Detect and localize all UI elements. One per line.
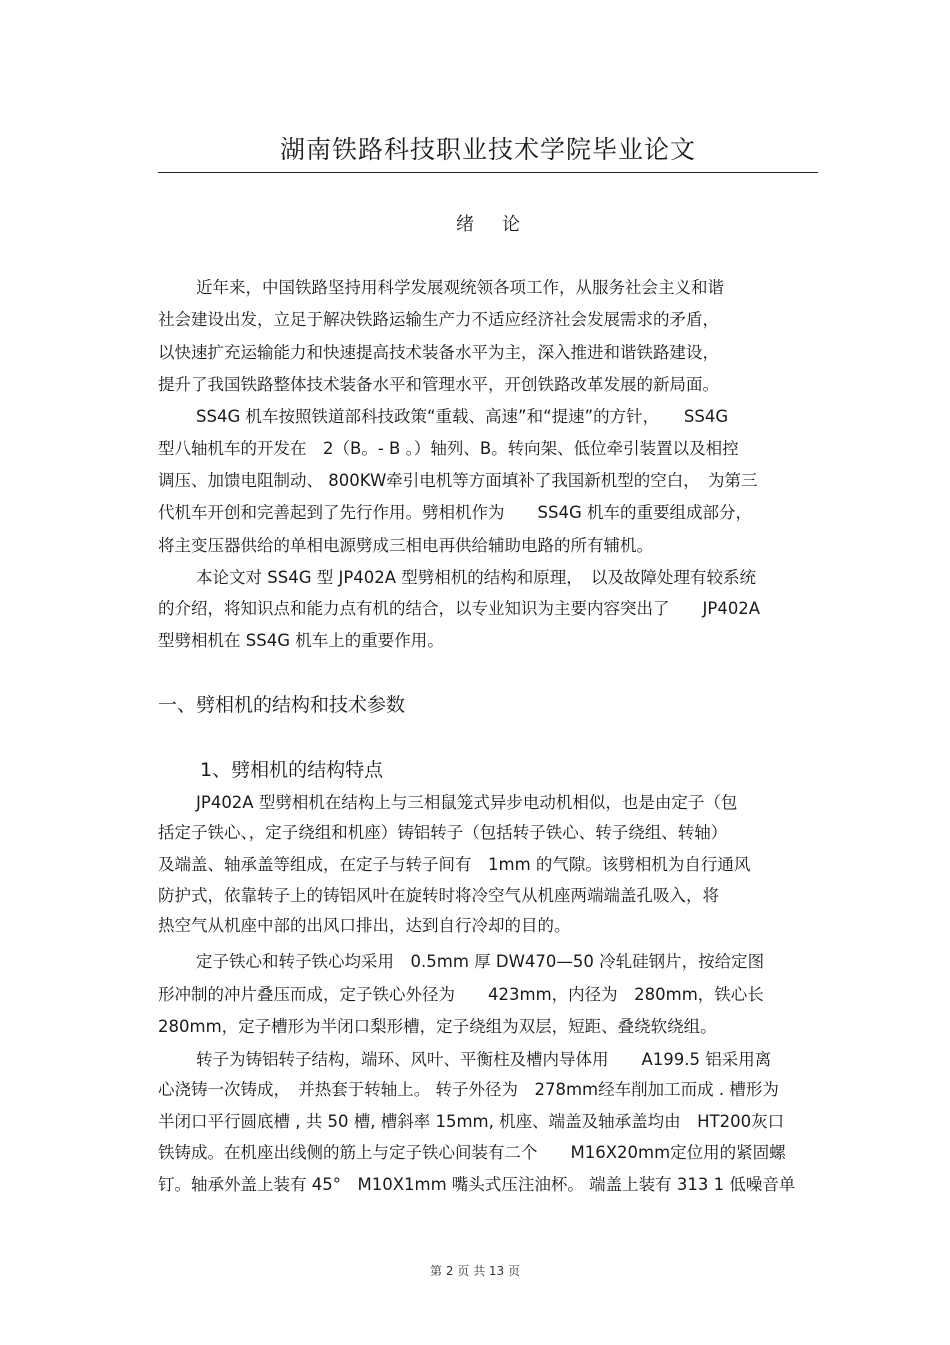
intro-p1-line-4: 提升了我国铁路整体技术装备水平和管理水平，开创铁路改革发展的新局面。 xyxy=(158,375,719,394)
intro-p1-line-2: 社会建设出发，立足于解决铁路运输生产力不适应经济社会发展需求的矛盾， xyxy=(158,310,719,329)
body-p1-line-2: 括定子铁心、，定子绕组和机座）铸铝转子（包括转子铁心、转子绕组、转轴） xyxy=(158,823,728,842)
body-p2-line-2: 形冲制的冲片叠压而成，定子铁心外径为 423mm，内径为 280mm，铁心长 xyxy=(158,985,764,1004)
body-p2-line-1: 定子铁心和转子铁心均采用 0.5mm 厚 DW470—50 冷轧硅钢片，按给定图 xyxy=(196,952,765,971)
page-footer: 第 2 页 共 13 页 xyxy=(430,1264,520,1278)
header-rule xyxy=(158,172,818,173)
intro-p3-line-1: 本论文对 SS4G 型 JP402A 型劈相机的结构和原理， 以及故障处理有较系统 xyxy=(196,568,757,587)
body-p3-line-1: 转子为铸铝转子结构，端环、风叶、平衡柱及槽内导体用 A199.5 铝采用离 xyxy=(196,1050,772,1069)
body-p3-line-2: 心浇铸一次铸成， 并热套于转轴上。 转子外径为 278mm经车削加工而成 . 槽形为 xyxy=(158,1080,779,1099)
body-p3-line-4: 铁铸成。在机座出线侧的筋上与定子铁心间装有二个 M16X20mm定位用的紧固螺 xyxy=(158,1143,786,1162)
body-p1-line-4: 防护式，依靠转子上的铸铝风叶在旋转时将冷空气从机座两端端盖孔吸入，将 xyxy=(158,886,719,905)
body-p1-line-1: JP402A 型劈相机在结构上与三相鼠笼式异步电动机相似，也是由定子（包 xyxy=(196,793,738,812)
body-p3-line-3: 半闭口平行圆底槽 , 共 50 槽, 槽斜率 15mm, 机座、端盖及轴承盖均由 HT200灰口 xyxy=(158,1112,785,1131)
intro-p2-line-4: 代机车开创和完善起到了先行作用。劈相机作为 SS4G 机车的重要组成部分， xyxy=(158,503,752,522)
page-header-title: 湖南铁路科技职业技术学院毕业论文 xyxy=(279,135,696,164)
body-p3-line-5: 钉。轴承外盖上装有 45° M10X1mm 嘴头式压注油杯。 端盖上装有 313 1 低噪音单 xyxy=(158,1175,796,1194)
chapter-heading: 一、劈相机的结构和技术参数 xyxy=(158,694,406,716)
intro-p3-line-2: 的介绍，将知识点和能力点有机的结合，以专业知识为主要内容突出了 JP402A xyxy=(158,599,761,618)
subsection-heading: 1、劈相机的结构特点 xyxy=(200,759,384,781)
intro-p3-line-3: 型劈相机在 SS4G 机车上的重要作用。 xyxy=(158,631,444,650)
section-title: 绪论 xyxy=(456,214,548,235)
intro-p1-line-3: 以快速扩充运输能力和快速提高技术装备水平为主，深入推进和谐铁路建设， xyxy=(158,343,719,362)
intro-p2-line-2: 型八轴机车的开发在 2（B。- B 。）轴列、B。转向架、低位牵引装置以及相控 xyxy=(158,439,739,458)
body-p1-line-3: 及端盖、轴承盖等组成，在定子与转子间有 1mm 的气隙。该劈相机为自行通风 xyxy=(158,855,751,874)
intro-p2-line-3: 调压、加馈电阻制动、 800KW牵引电机等方面填补了我国新机型的空白， 为第三 xyxy=(158,471,758,490)
body-p1-line-5: 热空气从机座中部的出风口排出，达到自行冷却的目的。 xyxy=(158,916,571,935)
body-p2-line-3: 280mm，定子槽形为半闭口梨形槽，定子绕组为双层，短距、叠绕软绕组。 xyxy=(158,1017,717,1036)
intro-p2-line-5: 将主变压器供给的单相电源劈成三相电再供给辅助电路的所有辅机。 xyxy=(158,536,653,555)
intro-p2-line-1: SS4G 机车按照铁道部科技政策“重载、高速”和“提速”的方针， SS4G xyxy=(196,407,729,426)
intro-p1-line-1: 近年来，中国铁路坚持用科学发展观统领各项工作，从服务社会主义和谐 xyxy=(196,278,724,297)
